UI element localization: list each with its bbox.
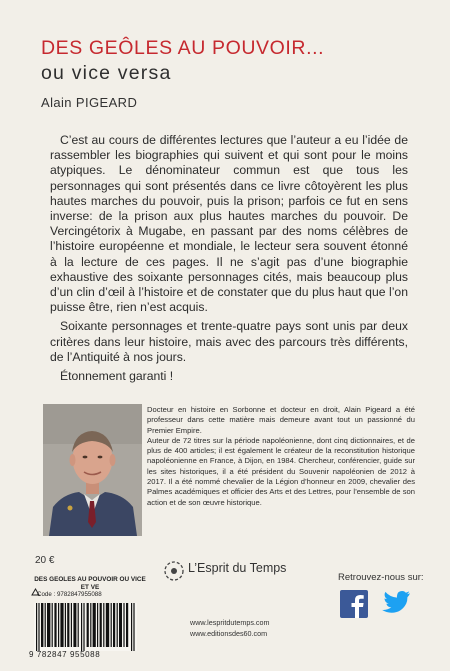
publisher-logo-icon xyxy=(163,560,185,582)
publisher-url[interactable]: www.editionsdes60.com xyxy=(190,629,268,638)
twitter-icon[interactable] xyxy=(377,590,411,618)
social-label: Retrouvez-nous sur: xyxy=(338,572,424,583)
back-cover-blurb xyxy=(50,133,408,384)
barcode-sticker-code: Code : 9782847955088 xyxy=(37,591,102,598)
blurb-paragraph: Étonnement garanti ! xyxy=(60,369,174,384)
blurb-paragraph: Soixante personnages et trente-quatre pays sont unis par deux critères dans leur histoire, mais avec des parcours très différents, de l’Antiquité à nos jours. xyxy=(50,319,408,364)
book-title: DES GEÔLES AU POUVOIR... xyxy=(41,37,325,59)
publisher-name: L’Esprit du Temps xyxy=(188,561,287,575)
publisher-url[interactable]: www.lespritdutemps.com xyxy=(190,618,270,627)
barcode-icon xyxy=(34,603,137,651)
publisher-urls xyxy=(190,617,270,639)
bio-paragraph: Auteur de 72 titres sur la période napoléonienne, dont cinq dictionnaires, et de plus de 400 articles; il est également le créateur de la reconstitution historique napoléonienne en France, à Dijon, en 1984. Chercheur, conférencier, guide sur les sites historiques, il a été président du Souvenir napoléonien de 2012 à 2017. Il a été nommé chevalier de la Légion d’honneur en 2009, chevalier des Palmes académiques et officier des Arts et des Lettres, pour l’ensemble de son action et de son œuvre historique. xyxy=(147,435,415,507)
author-bio xyxy=(147,405,415,508)
isbn-number: 9 782847 955088 xyxy=(29,650,101,659)
author-photo xyxy=(43,404,142,536)
book-subtitle: ou vice versa xyxy=(41,62,172,84)
bio-paragraph: Docteur en histoire en Sorbonne et docteur en droit, Alain Pigeard a été professeur dans cette matière mais demeure avant tout un passionné du Premier Empire. xyxy=(147,405,415,435)
blurb-paragraph: C’est au cours de différentes lectures que l’auteur a eu l’idée de rassembler les biographies qui suivent et qui sont pour le moins atypiques. Le dénominateur commun est que tous les personnages qui sont présentés dans ce livre côtoyèrent les plus hautes marches du pouvoir, puis la prison; parfois ce fut en sens inverse: de la prison aux plus hautes marches du pouvoir. De Vercingétorix à Mugabe, en passant par des noms célèbres de l’histoire européenne et mondiale, le lecteur sera souvent étonné à la lecture de ces pages. Il ne s’agit pas d’une biographie exhaustive des soixante personnages cités, mais beaucoup plus d’un clin d’œil à l’histoire et de constater que du plus haut que l’on puisse être, rien n’est acquis. xyxy=(50,133,408,315)
facebook-icon[interactable] xyxy=(340,590,368,618)
author-portrait-icon xyxy=(43,404,142,536)
barcode-sticker-title: DES GEOLES AU POUVOIR OU VICE ET VE xyxy=(34,576,146,591)
author-name: Alain PIGEARD xyxy=(41,95,138,110)
price: 20 € xyxy=(35,555,55,566)
